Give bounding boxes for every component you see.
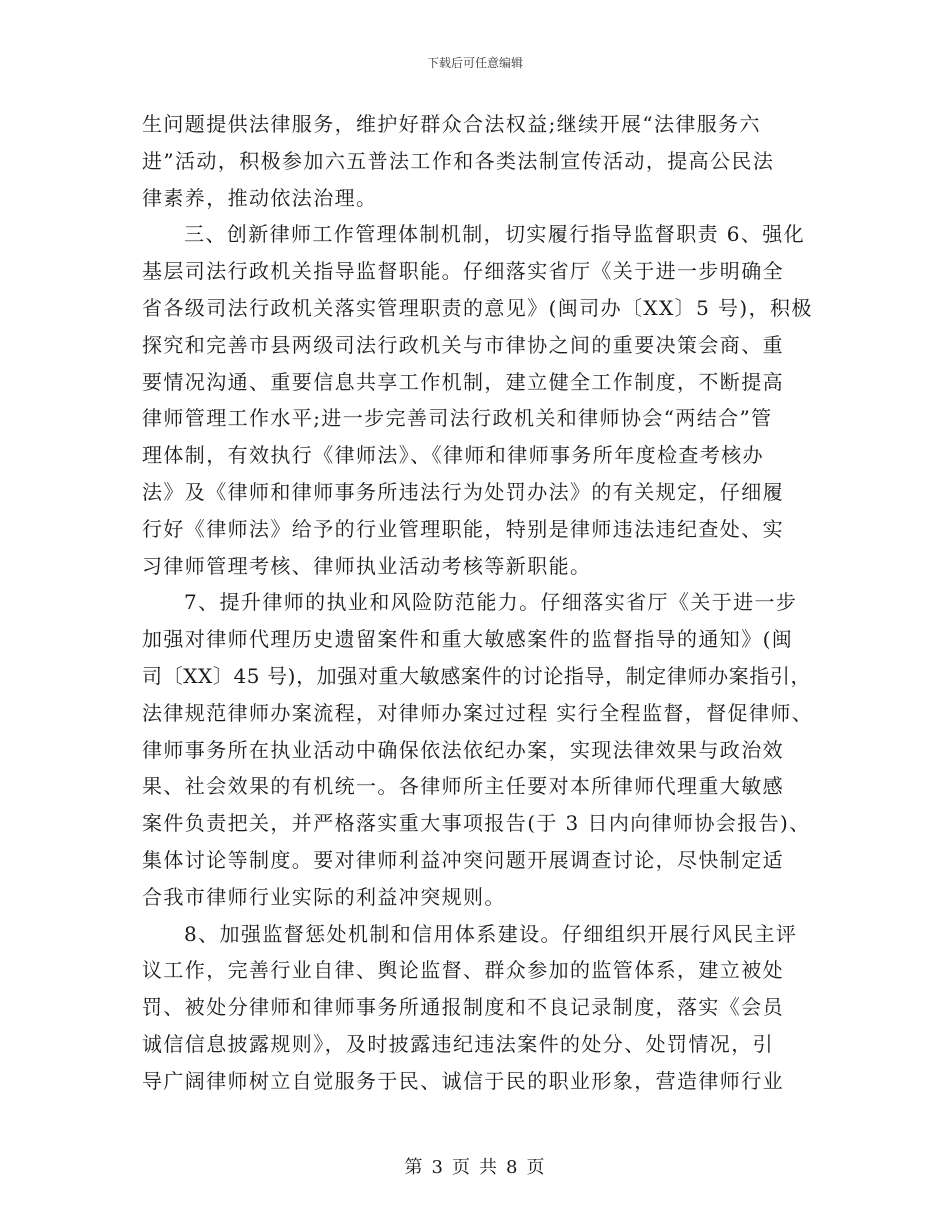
text-line: 法》及《律师和律师事务所违法行为处罚办法》的有关规定，仔细履 <box>142 479 784 504</box>
text-line: 生问题提供法律服务，维护好群众合法权益;继续开展“法律服务六 <box>142 112 761 136</box>
text-line: 理体制，有效执行《律师法》、《律师和律师事务所年度检查考核办 <box>142 443 764 468</box>
text-line: 导广阔律师树立自觉服务于民、诚信于民的职业形象，营造律师行业 <box>142 1068 784 1093</box>
text-line: 集体讨论等制度。要对律师利益冲突问题开展调查讨论，尽快制定适 <box>142 847 784 872</box>
document-body <box>142 106 814 1100</box>
text-line: 基层司法行政机关指导监督职能。仔细落实省厅《关于进一步明确全 <box>142 259 784 284</box>
footer-total-pages: 8 <box>506 1157 519 1178</box>
text-line: 律素养，推动依法治理。 <box>142 185 378 210</box>
text-line: 7、提升律师的执业和风险防范能力。仔细落实省厅《关于进一步 <box>184 590 798 615</box>
footer-total-label: 共 <box>479 1157 498 1178</box>
footer-page-number: 3 <box>431 1157 444 1178</box>
text-line: 律师事务所在执业活动中确保依法依纪办案，实现法律效果与政治效 <box>142 737 784 762</box>
text-line: 探究和完善市县两级司法行政机关与市律协之间的重要决策会商、重 <box>142 332 784 357</box>
text-line: 8、加强监督惩处机制和信用体系建设。仔细组织开展行风民主评 <box>184 921 798 946</box>
text-line: 果、社会效果的有机统一。各律师所主任要对本所律师代理重大敏感 <box>142 774 784 799</box>
text-line: 律师管理工作水平;进一步完善司法行政机关和律师协会“两结合”管 <box>142 406 773 431</box>
text-line: 三、创新律师工作管理体制机制，切实履行指导监督职责 6、强化 <box>184 222 806 247</box>
footer-suffix: 页 <box>526 1157 546 1178</box>
text-line: 合我市律师行业实际的利益冲突规则。 <box>142 884 506 909</box>
text-line: 案件负责把关，并严格落实重大事项报告(于 3 日内向律师协会报告)、 <box>142 811 811 836</box>
text-line: 行好《律师法》给予的行业管理职能，特别是律师违法违纪查处、实 <box>142 516 784 541</box>
text-line: 诚信信息披露规则》，及时披露违纪违法案件的处分、处罚情况，引 <box>142 1031 774 1056</box>
text-line: 议工作，完善行业自律、舆论监督、群众参加的监管体系，建立被处 <box>142 958 784 983</box>
page-header-note: 下载后可任意编辑 <box>426 56 523 70</box>
text-line: 要情况沟通、重要信息共享工作机制，建立健全工作制度，不断提高 <box>142 369 784 394</box>
text-line: 加强对律师代理历史遗留案件和重大敏感案件的监督指导的通知》(闽 <box>142 627 794 652</box>
page-footer <box>0 1153 950 1179</box>
text-line: 省各级司法行政机关落实管理职责的意见》(闽司办〔XX〕5 号)，积极 <box>142 295 813 320</box>
footer-prefix: 第 <box>404 1157 424 1178</box>
text-line: 司〔XX〕45 号)，加强对重大敏感案件的讨论指导，制定律师办案指引， <box>142 663 812 688</box>
text-line: 法律规范律师办案流程，对律师办案过过程 实行全程监督，督促律师、 <box>142 700 814 725</box>
text-line: 习律师管理考核、律师执业活动考核等新职能。 <box>142 553 592 578</box>
footer-page-word: 页 <box>452 1157 471 1178</box>
text-line: 罚、被处分律师和律师事务所通报制度和不良记录制度，落实《会员 <box>142 995 784 1020</box>
text-line: 进”活动，积极参加六五普法工作和各类法制宣传活动，提高公民法 <box>142 148 775 173</box>
